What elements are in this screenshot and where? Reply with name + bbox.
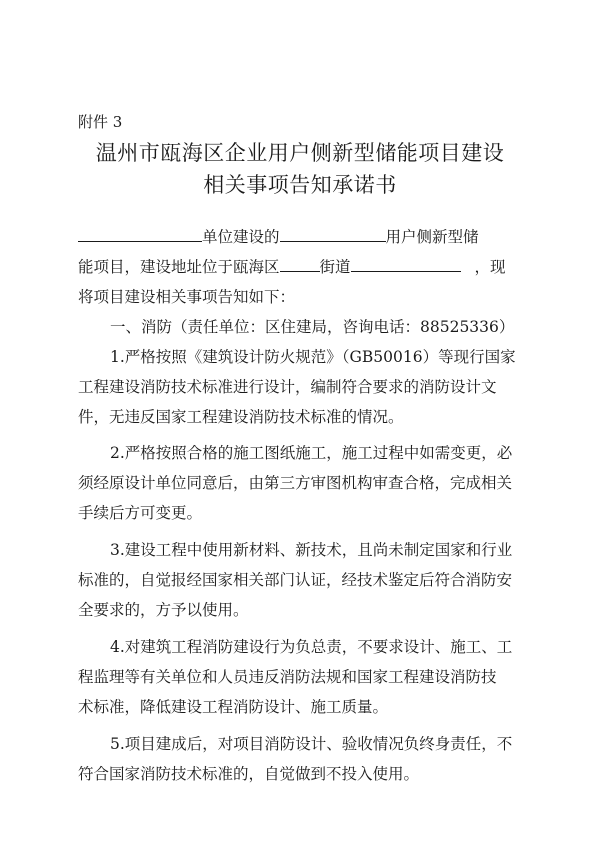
item-1-line-2: 工程建设消防技术标准进行设计，编制符合要求的消防设计文 (78, 378, 497, 396)
item-1-line-1: 1.严格按照《建筑设计防火规范》（GB50016）等现行国家 (110, 348, 516, 366)
item-4-line-1: 4.对建筑工程消防建设行为负总责，不要求设计、施工、工 (110, 638, 513, 656)
intro-line-3: 将项目建设相关事项告知如下： (78, 288, 296, 306)
attachment-label: 附件 3 (78, 113, 123, 131)
item-3-line-3: 全要求的，方予以使用。 (78, 601, 249, 619)
intro-text-3: 能项目，建设地址位于瓯海区 (78, 258, 280, 276)
street-blank[interactable] (351, 256, 461, 272)
item-5-line-1: 5.项目建成后，对项目消防设计、验收情况负终身责任，不 (110, 735, 513, 753)
intro-line-1 (78, 226, 524, 248)
intro-line-2 (78, 256, 524, 278)
intro-text-5: ，现 (474, 258, 506, 276)
item-2-line-1: 2.严格按照合格的施工图纸施工，施工过程中如需变更，必 (110, 444, 513, 462)
document-title-line-2: 相关事项告知承诺书 (203, 173, 397, 197)
item-5-line-2: 符合国家消防技术标准的，自觉做到不投入使用。 (78, 765, 420, 783)
unit-name-blank[interactable] (78, 226, 202, 242)
item-4-line-2: 程监理等有关单位和人员违反消防法规和国家工程建设消防技 (78, 668, 497, 686)
item-3-line-1: 3.建设工程中使用新材料、新技术，且尚未制定国家和行业 (110, 541, 513, 559)
item-2-line-2: 须经原设计单位同意后，由第三方审图机构审查合格，完成相关 (78, 474, 513, 492)
item-2-line-3: 手续后方可变更。 (78, 504, 203, 522)
item-1-line-3: 件，无违反国家工程建设消防技术标准的情况。 (78, 408, 404, 426)
section-heading-fire: 一、消防（责任单位：区住建局，咨询电话：88525336） (110, 318, 515, 336)
intro-text-2: 用户侧新型储 (385, 228, 479, 246)
document-title-line-1: 温州市瓯海区企业用户侧新型储能项目建设 (95, 141, 505, 165)
item-3-line-2: 标准的，自觉报经国家相关部门认证，经技术鉴定后符合消防安 (78, 571, 513, 589)
intro-text-1: 单位建设的 (202, 228, 280, 246)
item-4-line-3: 术标准，降低建设工程消防设计、施工质量。 (78, 698, 389, 716)
district-blank[interactable] (280, 256, 320, 272)
builder-name-blank[interactable] (280, 226, 386, 242)
intro-text-4: 街道 (319, 258, 351, 276)
